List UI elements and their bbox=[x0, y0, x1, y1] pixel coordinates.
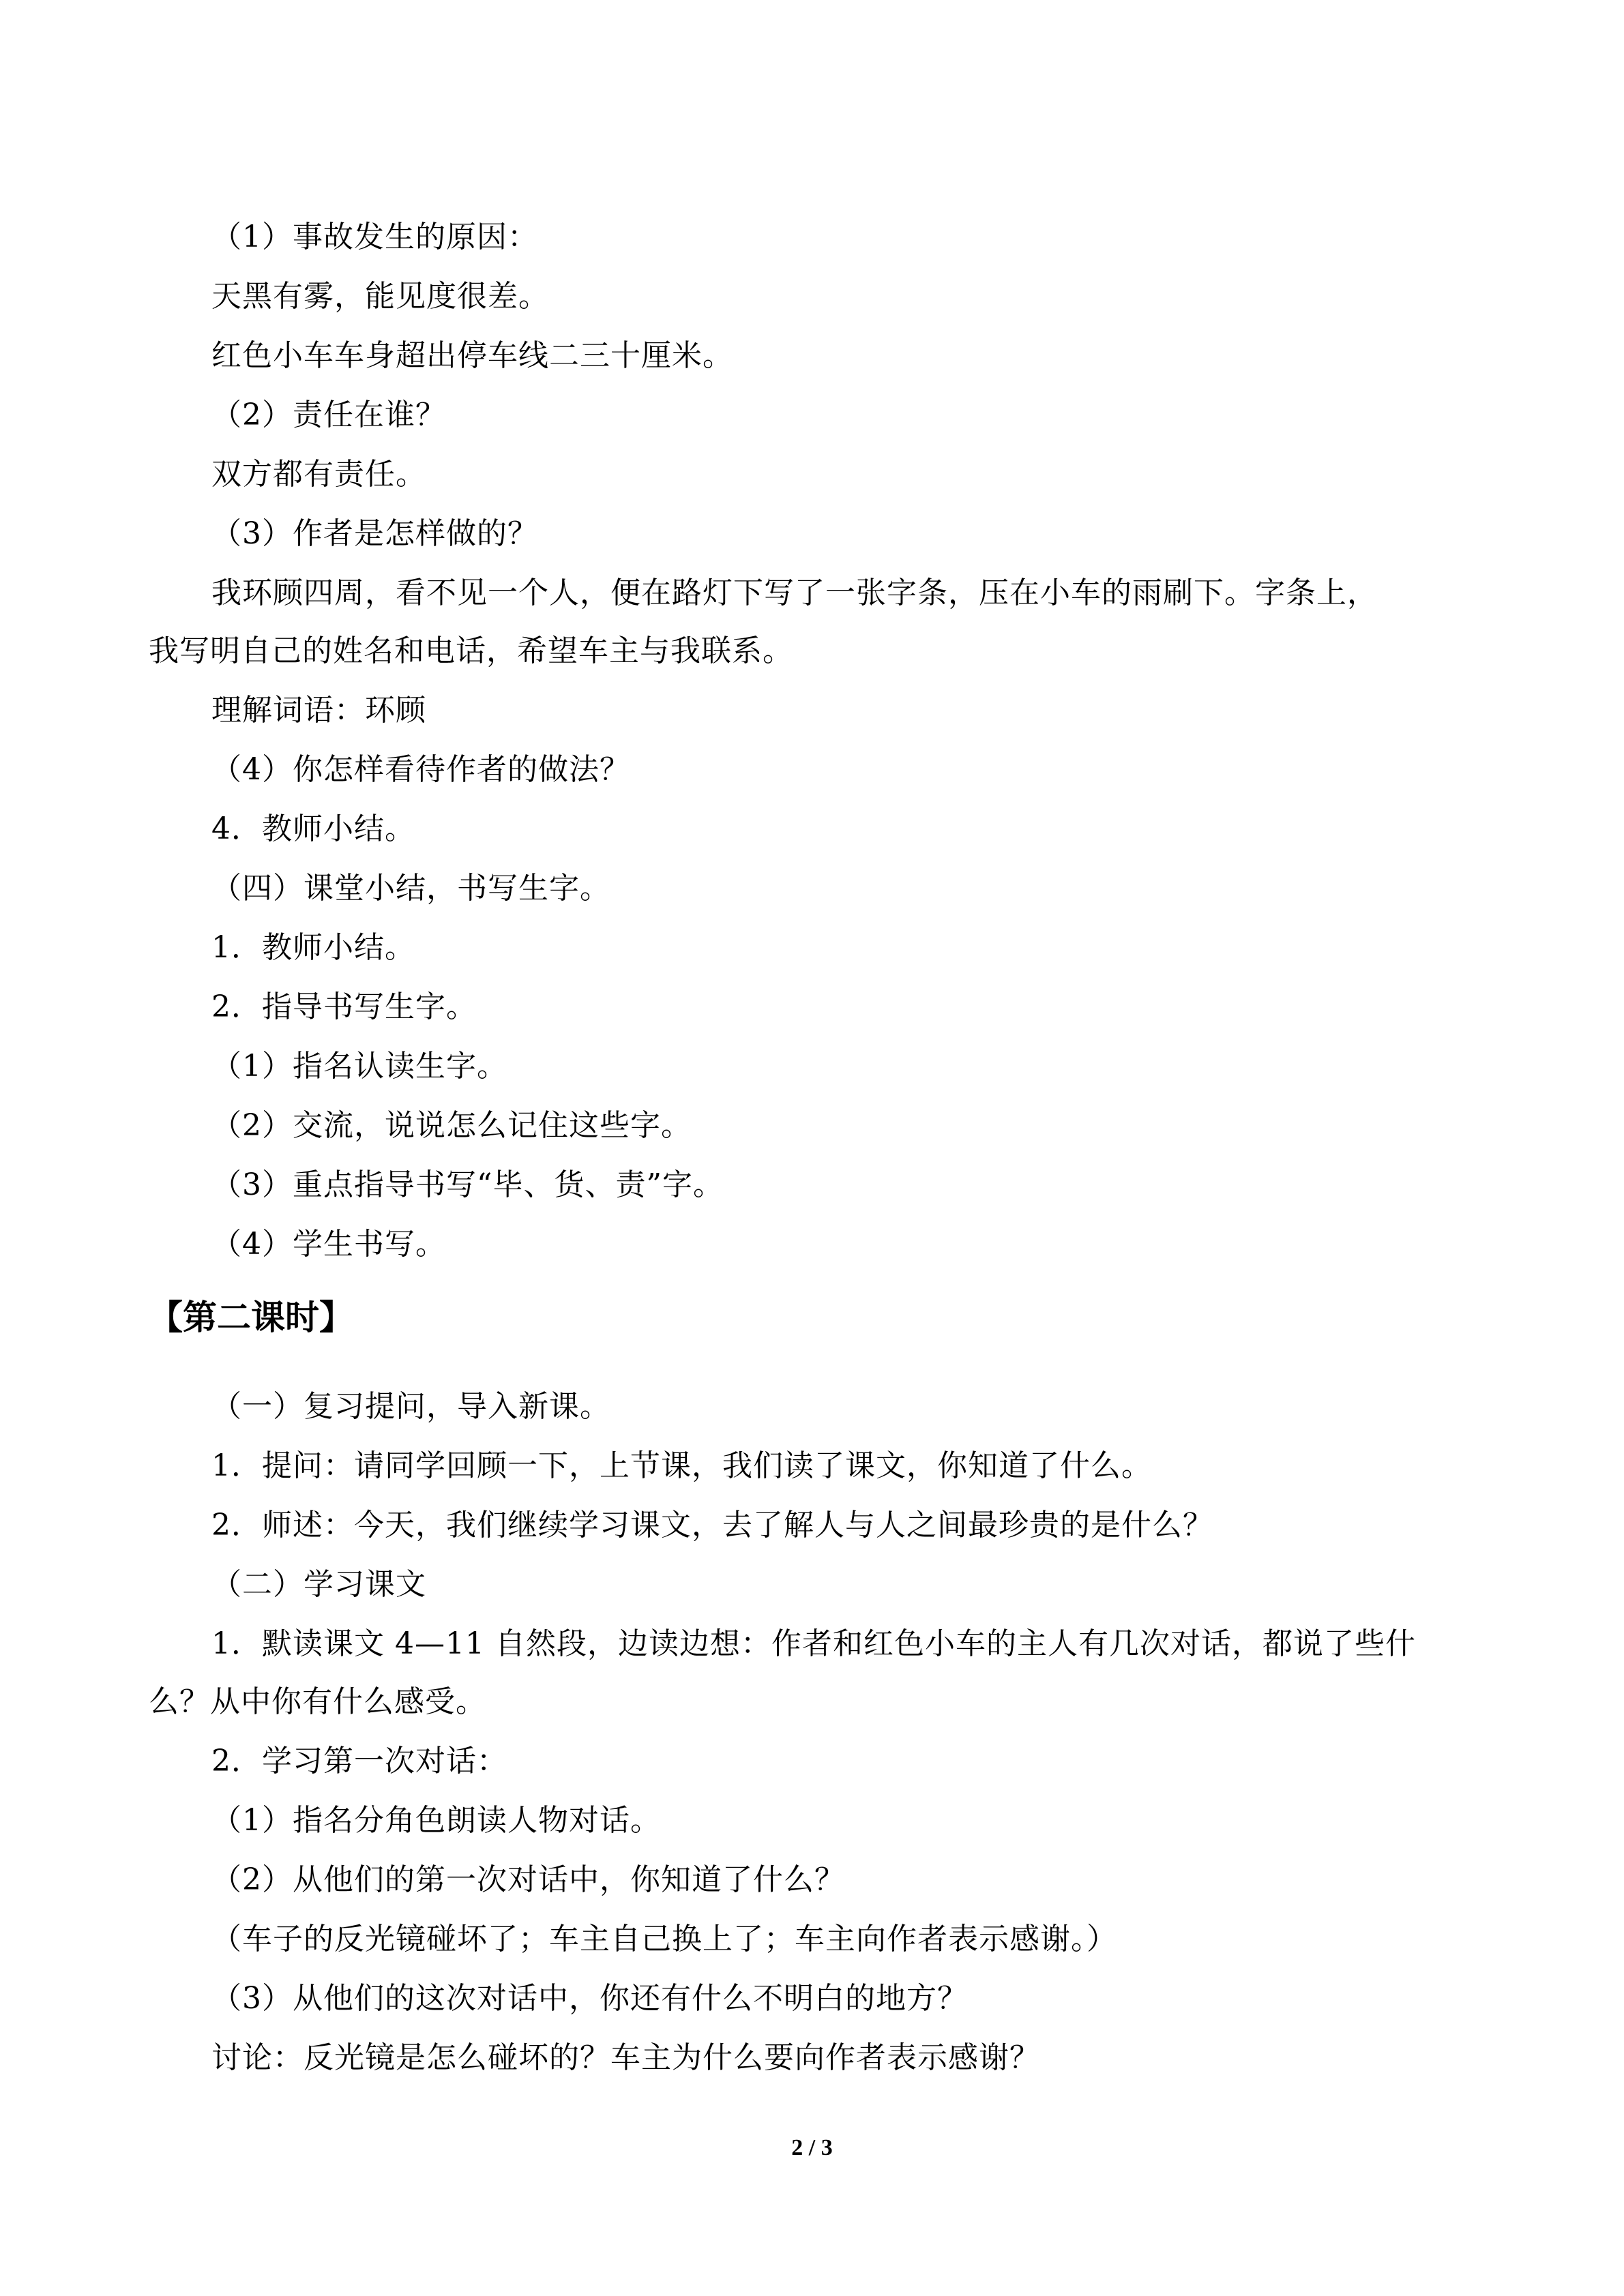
text-line: （2）责任在谁？ bbox=[211, 398, 446, 432]
text-line: （1）指名分角色朗读人物对话。 bbox=[211, 1803, 661, 1838]
text-line: 2．学习第一次对话： bbox=[211, 1744, 507, 1778]
text-line: （4）学生书写。 bbox=[211, 1227, 446, 1262]
text-line: 红色小车车身超出停车线二三十厘米。 bbox=[211, 338, 733, 373]
text-line: （3）作者是怎样做的？ bbox=[211, 516, 538, 551]
text-line: 我环顾四周，看不见一个人，便在路灯下写了一张字条，压在小车的雨刷下。字条上， bbox=[211, 576, 1378, 610]
section-heading: 【第二课时】 bbox=[149, 1298, 353, 1337]
text-line: 天黑有雾，能见度很差。 bbox=[211, 279, 549, 314]
text-line: （车子的反光镜碰坏了；车主自己换上了；车主向作者表示感谢。） bbox=[211, 1922, 1117, 1956]
text-line: （2）从他们的第一次对话中，你知道了什么？ bbox=[211, 1862, 845, 1897]
text-line: （1）指名认读生字。 bbox=[211, 1049, 507, 1084]
page-number: 2 / 3 bbox=[791, 2135, 833, 2160]
text-line: （3）从他们的这次对话中，你还有什么不明白的地方？ bbox=[211, 1981, 968, 2016]
text-line: （四）课堂小结，书写生字。 bbox=[211, 871, 610, 906]
text-line: 1．提问：请同学回顾一下，上节课，我们读了课文，你知道了什么。 bbox=[211, 1448, 1152, 1483]
text-line: 讨论：反光镜是怎么碰坏的？车主为什么要向作者表示感谢？ bbox=[211, 2040, 1040, 2075]
text-line: 理解词语：环顾 bbox=[211, 693, 426, 728]
text-line: （2）交流，说说怎么记住这些字。 bbox=[211, 1108, 692, 1143]
text-line: （4）你怎样看待作者的做法？ bbox=[211, 752, 630, 787]
text-line: （二）学习课文 bbox=[211, 1567, 426, 1602]
text-line: 4．教师小结。 bbox=[211, 811, 415, 846]
text-line: （一）复习提问，导入新课。 bbox=[211, 1389, 610, 1424]
text-line: 么？从中你有什么感受。 bbox=[149, 1684, 486, 1719]
text-line: 2．指导书写生字。 bbox=[211, 989, 477, 1024]
text-line: （3）重点指导书写“毕、货、责”字。 bbox=[211, 1167, 724, 1202]
text-line: （1）事故发生的原因： bbox=[211, 220, 538, 254]
text-line: 我写明自己的姓名和电话，希望车主与我联系。 bbox=[149, 633, 793, 668]
text-line: 1．默读课文 4—11 自然段，边读边想：作者和红色小车的主人有几次对话，都说了些什 bbox=[211, 1626, 1416, 1661]
text-line: 1．教师小结。 bbox=[211, 930, 415, 965]
text-line: 2．师述：今天，我们继续学习课文，去了解人与人之间最珍贵的是什么？ bbox=[211, 1508, 1213, 1542]
text-line: 双方都有责任。 bbox=[211, 457, 426, 492]
